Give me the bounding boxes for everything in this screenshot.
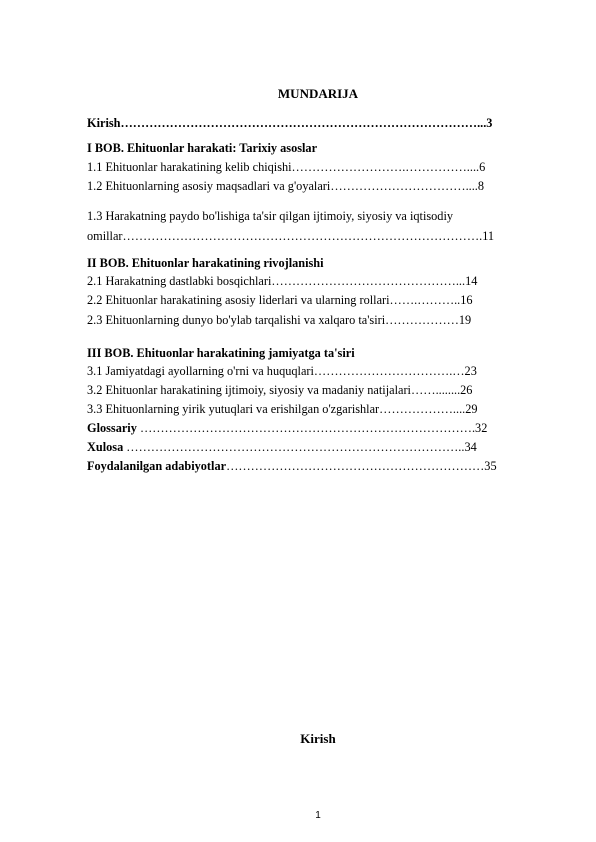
chapter-3-heading: III BOB. Ehituonlar harakatining jamiyatga ta'siri: [87, 346, 355, 360]
toc-item-3-2: 3.2 Ehituonlar harakatining ijtimoiy, siyosiy va madaniy natijalari……........26: [87, 383, 473, 397]
toc-bibliography-leader: ………………………………………………………35: [226, 459, 497, 473]
toc-item-1-3: 1.3 Harakatning paydo bo'lishiga ta'sir qilgan ijtimoiy, siyosiy va iqtisodiy: [87, 209, 454, 223]
chapter-2-heading: II BOB. Ehituonlar harakatining rivojlanishi: [87, 256, 324, 270]
toc-item-2-3: 2.3 Ehituonlarning dunyo bo'ylab tarqalishi va xalqaro ta'siri………………19: [87, 313, 472, 327]
toc-glossary: [87, 420, 487, 436]
toc-item-1-2: 1.2 Ehituonlarning asosiy maqsadlari va g'oyalari……………………………....8: [87, 179, 485, 193]
toc-glossary-label: Glossariy: [87, 421, 137, 435]
toc-title: MUNDARIJA: [277, 86, 359, 101]
toc-bibliography-label: Foydalanilgan adabiyotlar: [87, 459, 227, 473]
toc-conclusion: [87, 439, 477, 455]
chapter-1-heading: I BOB. Ehituonlar harakati: Tarixiy asoslar: [87, 141, 318, 155]
section-heading: Kirish: [300, 731, 336, 746]
toc-intro: Kirish……………………………………………………………………………...3: [87, 116, 493, 130]
toc-glossary-leader: ……………………………………………………………………….32: [136, 421, 488, 435]
toc-item-1-3-continued: omillar…………………………………………………………………………….11: [87, 229, 495, 243]
page-number: 1: [315, 810, 321, 821]
toc-item-3-3: 3.3 Ehituonlarning yirik yutuqlari va erishilgan o'zgarishlar………………....29: [87, 402, 478, 416]
toc-item-2-1: 2.1 Harakatning dastlabki bosqichlari………………………………………...14: [87, 274, 478, 288]
toc-item-3-1: 3.1 Jamiyatdagi ayollarning o'rni va huquqlari…………………………….…23: [87, 364, 477, 378]
toc-item-2-2: 2.2 Ehituonlar harakatining asosiy liderlari va ularning rollari…….………..16: [87, 293, 473, 307]
toc-conclusion-label: Xulosa: [87, 440, 124, 454]
toc-bibliography: [87, 458, 497, 474]
toc-conclusion-leader: ………………………………………………………………………..34: [123, 440, 477, 454]
toc-item-1-1: 1.1 Ehituonlar harakatining kelib chiqishi……………………….……………....6: [87, 160, 486, 174]
